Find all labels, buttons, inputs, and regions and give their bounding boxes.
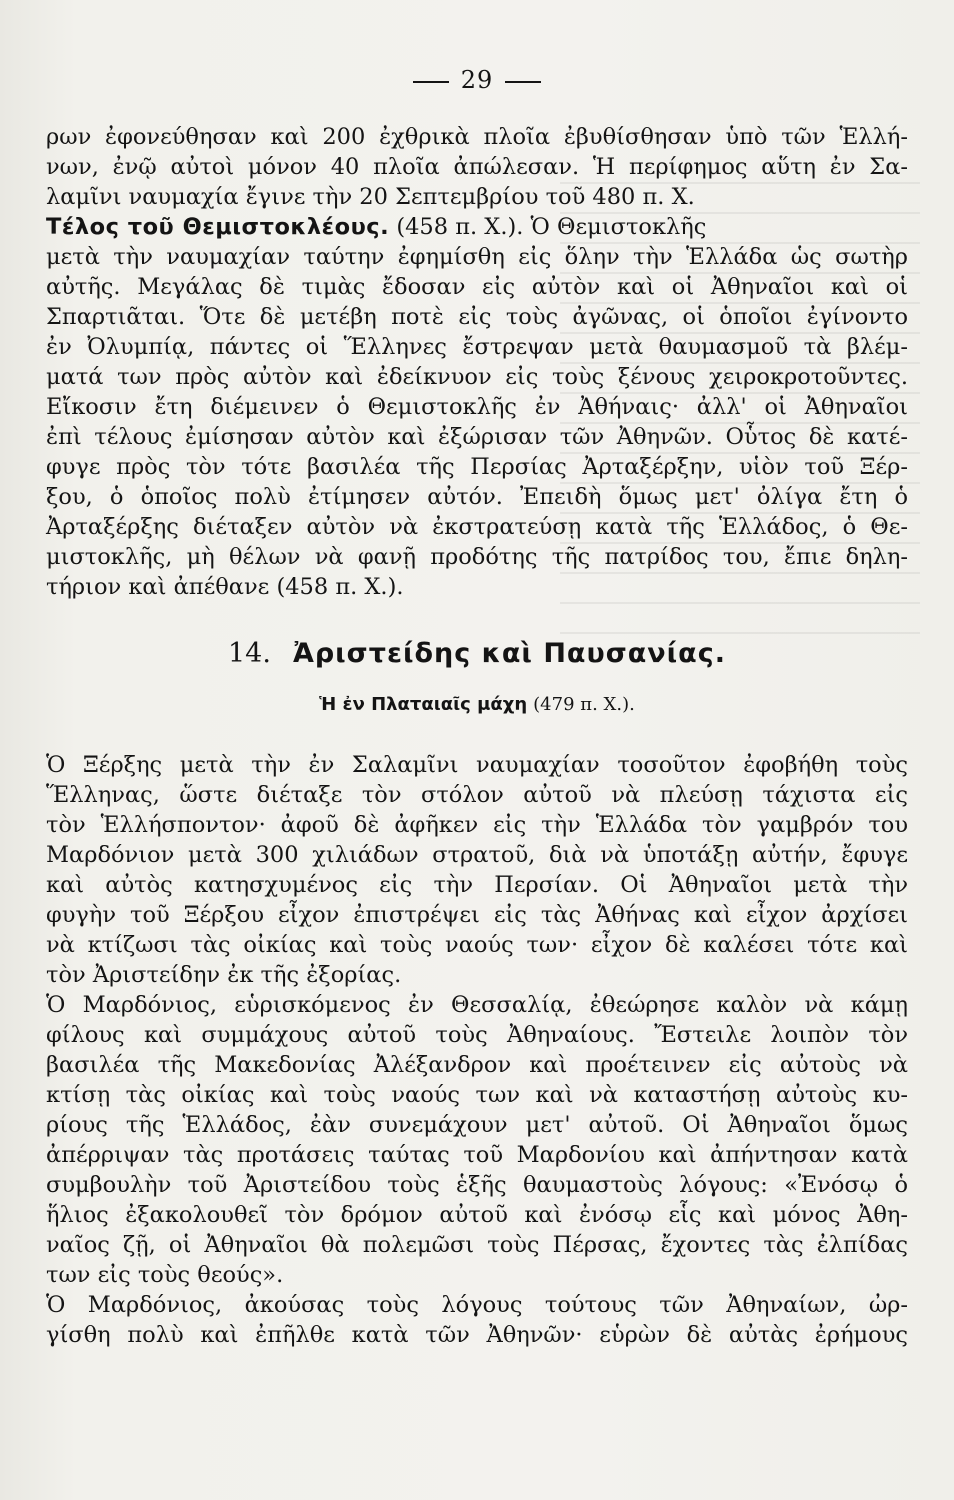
text-line: Ὁ Μαρδόνιος, ἀκούσας τοὺς λόγους τούτους τῶν Ἀθηναίων, ὠρ- (46, 1292, 908, 1318)
text-line: τὸν Ἀριστείδην ἐκ τῆς ἐξορίας. (46, 962, 402, 988)
text-line: ρων ἐφονεύθησαν καὶ 200 ἐχθρικὰ πλοῖα ἐβυθίσθησαν ὑπὸ τῶν Ἑλλή- (46, 124, 908, 150)
themistocles-heading: Τέλος τοῦ Θεμιστοκλέους. (46, 214, 390, 240)
text-line: κτίσῃ τὰς οἰκίας καὶ τοὺς ναούς των καὶ νὰ καταστήσῃ αὐτοὺς κυ- (46, 1082, 908, 1108)
text-line: Ὁ Μαρδόνιος, εὑρισκόμενος ἐν Θεσσαλίᾳ, ἐθεώρησε καλὸν νὰ κάμῃ (46, 992, 908, 1018)
text-line: τήριον καὶ ἀπέθανε (458 π. Χ.). (46, 574, 404, 600)
subtitle-text: Ἡ ἐν Πλαταιαῖς μάχη (319, 694, 528, 715)
text-line: των εἰς τοὺς θεούς». (46, 1262, 284, 1288)
text-line: μιστοκλῆς, μὴ θέλων νὰ φανῇ προδότης τῆς πατρίδος του, ἔπιε δηλη- (46, 544, 908, 570)
text-line: μετὰ τὴν ναυμαχίαν ταύτην ἐφημίσθη εἰς ὅλην τὴν Ἑλλάδα ὡς σωτὴρ (46, 244, 908, 270)
text-line: συμβουλὴν τοῦ Ἀριστείδου τοὺς ἑξῆς θαυμαστοὺς λόγους: «Ἐνόσῳ ὁ (46, 1172, 908, 1198)
text-line: βασιλέα τῆς Μακεδονίας Ἀλέξανδρον καὶ προέτεινεν εἰς αὐτοὺς νὰ (46, 1052, 908, 1078)
text-line: φυγε πρὸς τὸν τότε βασιλέα τῆς Περσίας Ἀρταξέρξην, υἱὸν τοῦ Ξέρ- (46, 454, 908, 480)
text-line: νὰ κτίζωσι τὰς οἰκίας καὶ τοὺς ναούς των· εἶχον δὲ καλέσει τότε καὶ (46, 932, 908, 958)
text-line: Ἕλληνας, ὥστε διέταξε τὸν στόλον αὐτοῦ νὰ πλεύσῃ τάχιστα εἰς (46, 782, 908, 808)
section-title-text: Ἀριστείδης καὶ Παυσανίας. (292, 638, 726, 669)
section-subtitle (0, 694, 954, 715)
text-line: ρίους τῆς Ἑλλάδος, ἐὰν συνεμάχουν μετ' αὐτοῦ. Οἱ Ἀθηναῖοι ὅμως (46, 1112, 908, 1138)
section-title (0, 638, 954, 669)
text-line: ματά των πρὸς αὐτὸν καὶ ἐδείκνυον εἰς τοὺς ξένους χειροκροτοῦντες. (46, 364, 908, 390)
text-line: Ἀρταξέρξης διέταξεν αὐτὸν νὰ ἐκστρατεύσῃ κατὰ τῆς Ἑλλάδος, ὁ Θε- (46, 514, 908, 540)
text-line: ἐπὶ τέλους ἐμίσησαν αὐτὸν καὶ ἐξώρισαν τῶν Ἀθηνῶν. Οὗτος δὲ κατέ- (46, 424, 908, 450)
page-number-text: 29 (460, 66, 494, 94)
text-line: αὐτῆς. Μεγάλας δὲ τιμὰς ἔδοσαν εἰς αὐτὸν καὶ οἱ Ἀθηναῖοι καὶ οἱ (46, 274, 908, 300)
text-line: γίσθη πολὺ καὶ ἐπῆλθε κατὰ τῶν Ἀθηνῶν· εὑρὼν δὲ αὐτὰς ἐρήμους (46, 1322, 908, 1348)
text-line: ἀπέρριψαν τὰς προτάσεις ταύτας τοῦ Μαρδονίου καὶ ἀπήντησαν κατὰ (46, 1142, 908, 1168)
text-line: ξου, ὁ ὁποῖος πολὺ ἐτίμησεν αὐτόν. Ἐπειδὴ ὅμως μετ' ὀλίγα ἔτη ὁ (46, 484, 908, 510)
page-number-dash-right (505, 81, 541, 83)
text-line: Εἴκοσιν ἔτη διέμεινεν ὁ Θεμιστοκλῆς ἐν Ἀθήναις· ἀλλ' οἱ Ἀθηναῖοι (46, 394, 908, 420)
text-line: φίλους καὶ συμμάχους αὐτοῦ τοὺς Ἀθηναίους. Ἔστειλε λοιπὸν τὸν (46, 1022, 908, 1048)
text-line: νων, ἐνῷ αὐτοὶ μόνον 40 πλοῖα ἀπώλεσαν. Ἡ περίφημος αὕτη ἐν Σα- (46, 154, 908, 180)
text-line: ναῖος ζῇ, οἱ Ἀθηναῖοι θὰ πολεμῶσι τοὺς Πέρσας, ἔχοντες τὰς ἐλπίδας (46, 1232, 908, 1258)
text-line: Ὁ Ξέρξης μετὰ τὴν ἐν Σαλαμῖνι ναυμαχίαν τοσοῦτον ἐφοβήθη τοὺς (46, 752, 908, 778)
page-number-dash-left (413, 81, 449, 83)
text-line: ἐν Ὀλυμπίᾳ, πάντες οἱ Ἕλληνες ἔστρεψαν μετὰ θαυμασμοῦ τὰ βλέμ- (46, 334, 908, 360)
text-line: ἥλιος ἐξακολουθεῖ τὸν δρόμον αὐτοῦ καὶ ἐνόσῳ εἷς καὶ μόνος Ἀθη- (46, 1202, 908, 1228)
text-line: Μαρδόνιον μετὰ 300 χιλιάδων στρατοῦ, διὰ νὰ ὑποτάξῃ αὐτήν, ἔφυγε (46, 842, 908, 868)
text-line: φυγὴν τοῦ Ξέρξου εἶχον ἐπιστρέψει εἰς τὰς Ἀθήνας καὶ εἶχον ἀρχίσει (46, 902, 908, 928)
text-line: Σπαρτιᾶται. Ὅτε δὲ μετέβη ποτὲ εἰς τοὺς ἀγῶνας, οἱ ὁποῖοι ἐγίνοντο (46, 304, 908, 330)
subtitle-date: (479 π. Χ.). (533, 694, 635, 715)
text-line: καὶ αὐτὸς κατησχυμένος εἰς τὴν Περσίαν. Οἱ Ἀθηναῖοι μετὰ τὴν (46, 872, 908, 898)
paragraph-block-3 (46, 750, 908, 1350)
text-line: λαμῖνι ναυμαχία ἔγινε τὴν 20 Σεπτεμβρίου τοῦ 480 π. Χ. (46, 184, 695, 210)
text-line: τὸν Ἑλλήσποντον· ἀφοῦ δὲ ἀφῆκεν εἰς τὴν Ἑλλάδα τὸν γαμβρόν του (46, 812, 908, 838)
page-number (0, 66, 954, 94)
section-number: 14. (227, 638, 271, 669)
themistocles-heading-rest: (458 π. Χ.). Ὁ Θεμιστοκλῆς (389, 214, 707, 240)
paragraph-block-1 (46, 122, 908, 602)
themistocles-heading-line (46, 212, 908, 242)
